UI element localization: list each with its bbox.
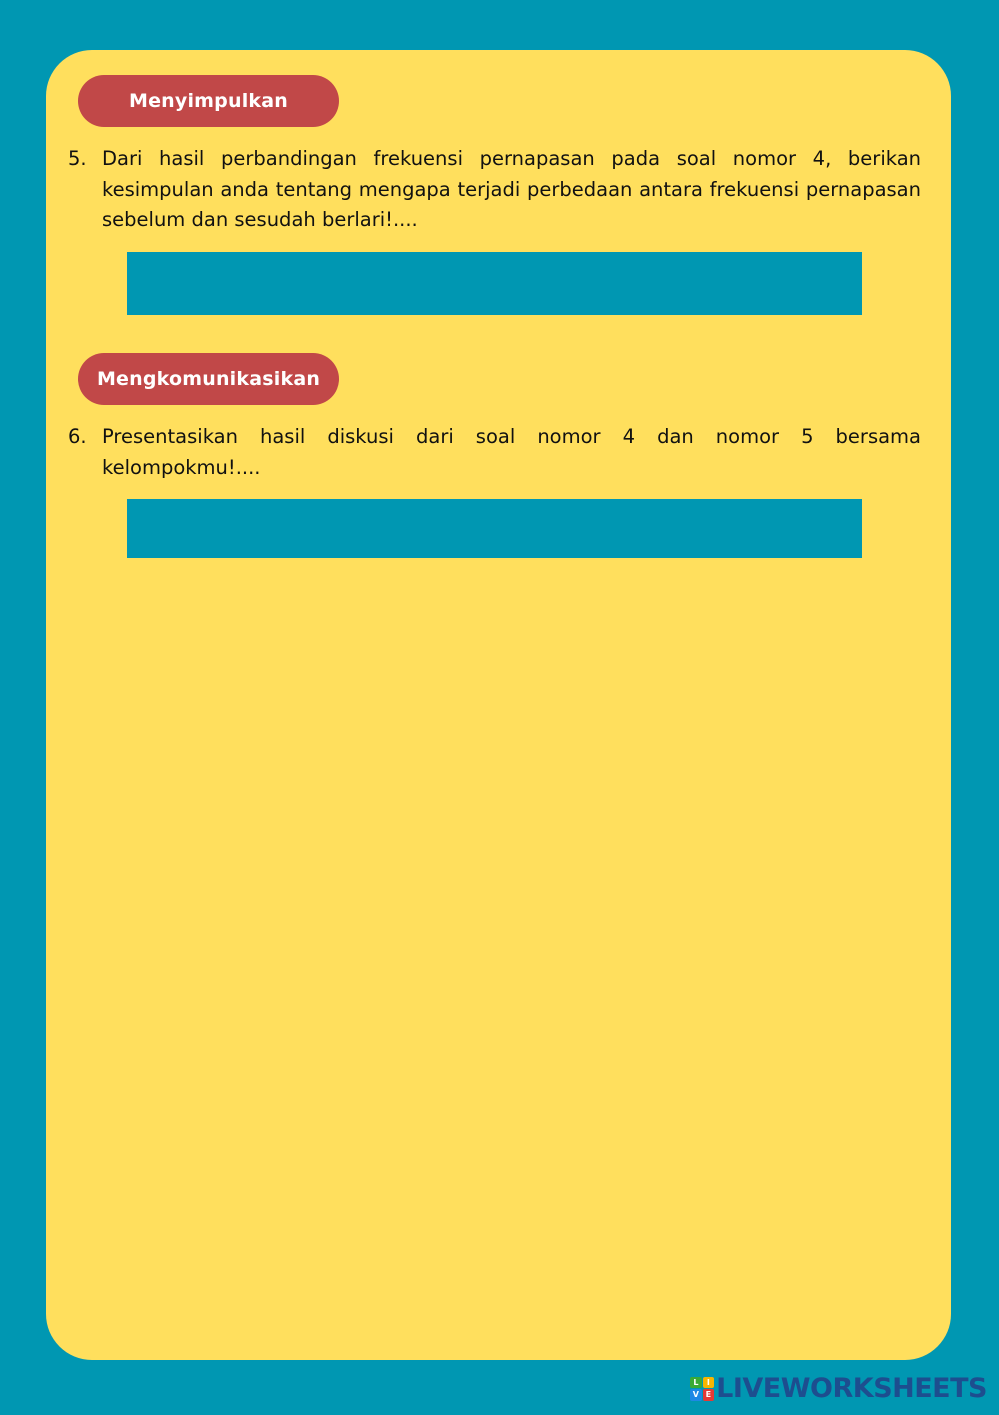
question-text: Presentasikan hasil diskusi dari soal nomor 4 dan nomor 5 bersama kelompokmu!....	[102, 425, 921, 479]
liveworksheets-logo	[690, 1373, 987, 1404]
section-label-mengkomunikasikan: Mengkomunikasikan	[78, 353, 339, 405]
answer-field-5[interactable]	[127, 252, 862, 315]
question-number: 6.	[68, 425, 87, 448]
section-label-menyimpulkan: Menyimpulkan	[78, 75, 339, 127]
question-6	[68, 422, 921, 483]
answer-field-6[interactable]	[127, 499, 862, 558]
question-5	[68, 144, 921, 236]
question-number: 5.	[68, 147, 87, 170]
live-logo-icon	[690, 1377, 714, 1401]
logo-letter-e: E	[703, 1389, 715, 1401]
logo-letter-v: V	[690, 1389, 702, 1401]
logo-letter-l: L	[690, 1377, 702, 1389]
worksheet-card	[46, 50, 951, 1360]
logo-letter-i: I	[703, 1377, 715, 1389]
brand-name: LIVEWORKSHEETS	[716, 1373, 987, 1404]
question-text: Dari hasil perbandingan frekuensi pernapasan pada soal nomor 4, berikan kesimpulan anda tentang mengapa terjadi perbedaan antara frekuensi pernapasan sebelum dan sesudah berlari!....	[102, 147, 921, 231]
